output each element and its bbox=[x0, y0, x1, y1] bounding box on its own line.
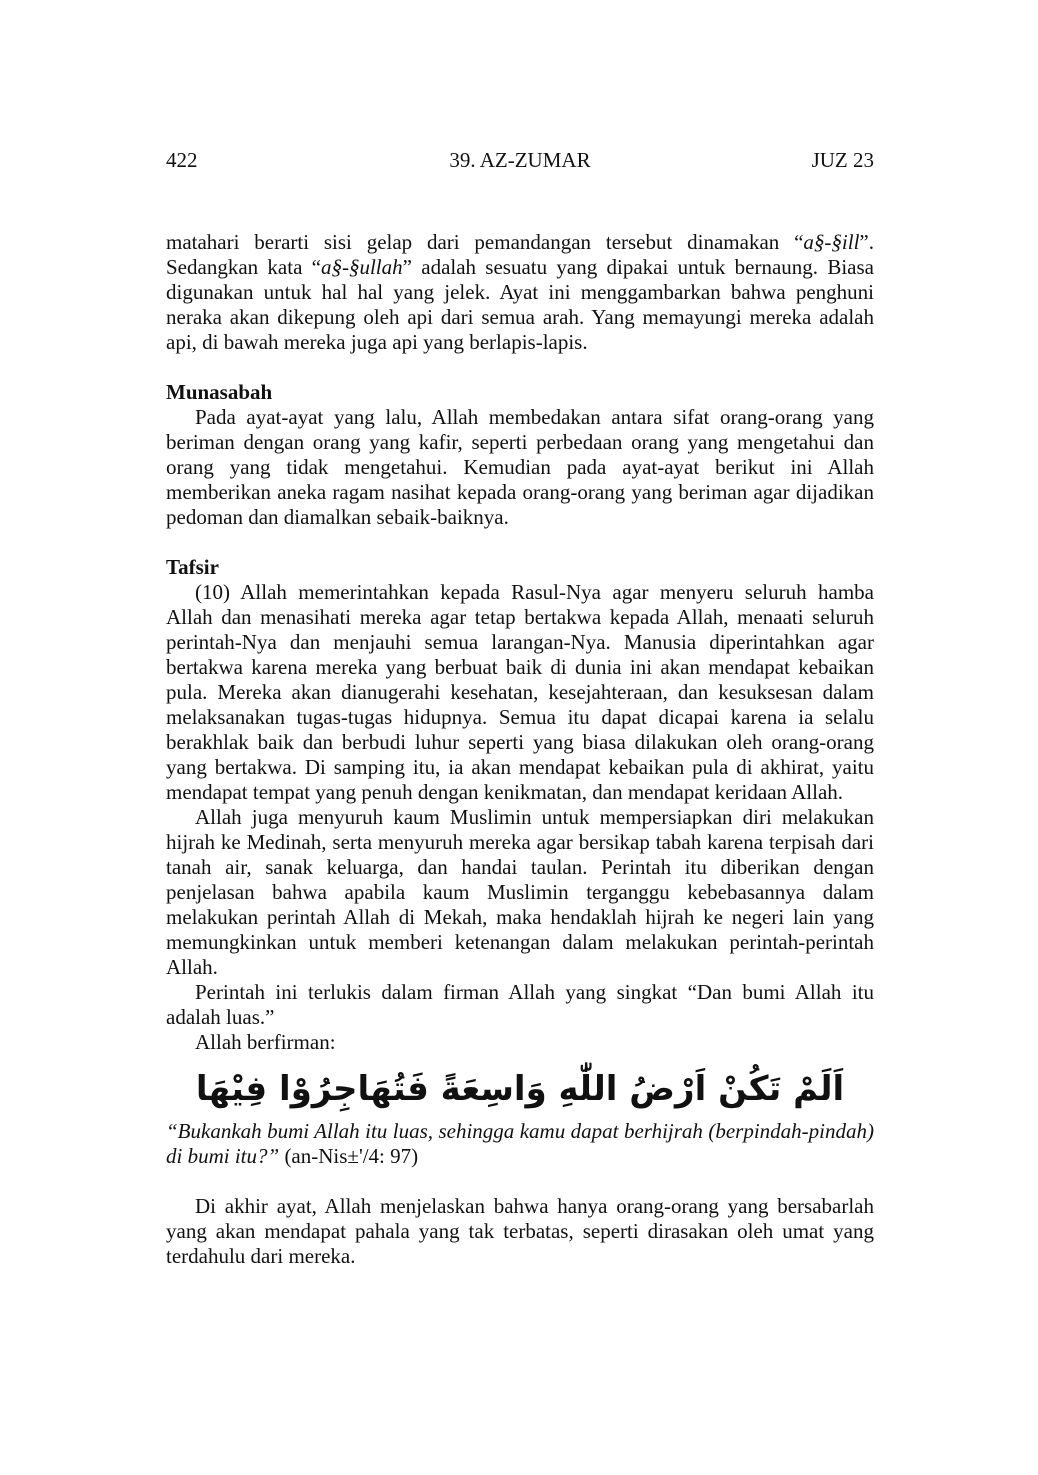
verse-reference: (an-Nis±'/4: 97) bbox=[279, 1144, 419, 1168]
paragraph-intro: matahari berarti sisi gelap dari pemandangan tersebut dinamakan “a§-§ill”. Sedangkan kata “a§-§ullah” adalah sesuatu yang dipakai untuk bernaung. Biasa digunakan untuk hal hal yang jelek. Ayat ini menggambarkan bahwa penghuni neraka akan dikepung oleh api dari semua arah. Yang memayungi mereka adalah api, di bawah mereka juga api yang berlapis-lapis. bbox=[166, 230, 874, 354]
term-azzullah: a§-§ullah bbox=[320, 255, 403, 279]
paragraph-tafsir-1: (10) Allah memerintahkan kepada Rasul-Nya agar menyeru seluruh hamba Allah dan menasihati mereka agar tetap bertakwa kepada Allah, menaati seluruh perintah-Nya dan menjauhi semua larangan-Nya. Manusia diperintahkan agar bertakwa karena mereka yang berbuat baik di dunia ini akan mendapat kebaikan pula. Mereka akan dianugerahi kesehatan, kesejahteraan, dan kesuksesan dalam melaksanakan tugas-tugas hidupnya. Semua itu dapat dicapai karena ia selalu berakhlak baik dan berbudi luhur seperti yang biasa dilakukan oleh orang-orang yang bertakwa. Di samping itu, ia akan mendapat kebaikan pula di akhirat, yaitu mendapat tempat yang penuh dengan kenikmatan, dan mendapat keridaan Allah. bbox=[166, 580, 874, 804]
paragraph-tafsir-3: Perintah ini terlukis dalam firman Allah yang singkat “Dan bumi Allah itu adalah luas.” bbox=[166, 980, 874, 1029]
verse-translation bbox=[166, 1119, 874, 1169]
running-header bbox=[166, 148, 874, 172]
surah-title: 39. AZ-ZUMAR bbox=[449, 148, 591, 172]
page bbox=[166, 0, 874, 1475]
arabic-verse: اَلَمْ تَكُنْ اَرْضُ اللّٰهِ وَاسِعَةً فَتُهَاجِرُوْا فِيْهَا bbox=[195, 1069, 845, 1109]
paragraph-tafsir-4: Allah berfirman: bbox=[195, 1030, 336, 1054]
page-number: 422 bbox=[166, 148, 198, 172]
heading-munasabah: Munasabah bbox=[166, 380, 273, 404]
paragraph-munasabah: Pada ayat-ayat yang lalu, Allah membedakan antara sifat orang-orang yang beriman dengan orang yang kafir, seperti perbedaan orang yang mengetahui dan orang yang tidak mengetahui. Kemudian pada ayat-ayat berikut ini Allah memberikan aneka ragam nasihat kepada orang-orang yang beriman agar dijadikan pedoman dan diamalkan sebaik-baiknya. bbox=[166, 405, 874, 529]
heading-tafsir: Tafsir bbox=[166, 555, 219, 579]
translation-text: “Bukankah bumi Allah itu luas, sehingga kamu dapat berhijrah (berpindah-pindah) di bumi itu?” bbox=[166, 1119, 874, 1168]
paragraph-tafsir-2: Allah juga menyuruh kaum Muslimin untuk mempersiapkan diri melakukan hijrah ke Medinah, serta menyuruh mereka agar bersikap tabah karena terpisah dari tanah air, sanak keluarga, dan handai taulan. Perintah itu diberikan dengan penjelasan bahwa apabila kaum Muslimin terganggu kebebasannya dalam melakukan perintah Allah di Mekah, maka hendaklah hijrah ke negeri lain yang memungkinkan untuk memberi ketenangan dalam melakukan perintah-perintah Allah. bbox=[166, 805, 874, 979]
juz-label: JUZ 23 bbox=[811, 148, 874, 172]
page-body bbox=[166, 230, 874, 1269]
term-azzill: a§-§ill bbox=[803, 230, 860, 254]
paragraph-tafsir-5: Di akhir ayat, Allah menjelaskan bahwa hanya orang-orang yang bersabarlah yang akan mendapat pahala yang tak terbatas, seperti dirasakan oleh umat yang terdahulu dari mereka. bbox=[166, 1194, 874, 1268]
